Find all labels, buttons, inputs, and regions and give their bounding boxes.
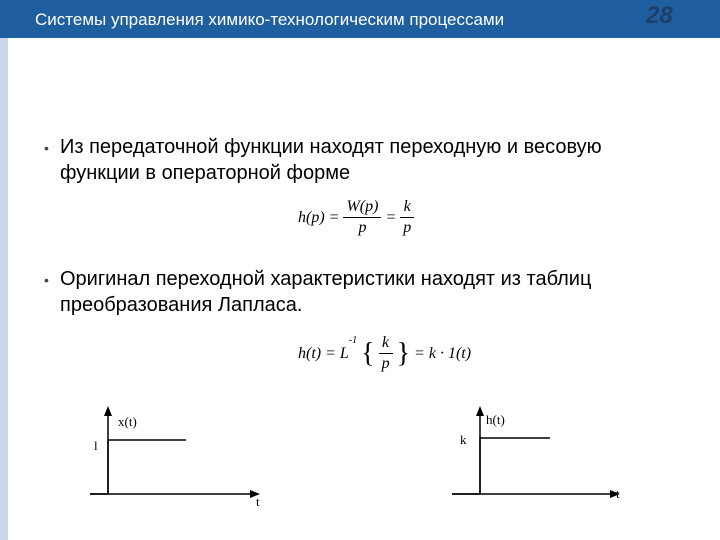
fraction-wp-over-p (343, 198, 381, 237)
bullet-text: Из передаточной функции находят переходную и весовую функции в операторной форме (60, 136, 602, 184)
step-response-line (452, 438, 550, 494)
fraction-k-over-p (400, 198, 414, 237)
fraction-numerator: W(p) (343, 198, 381, 218)
formula-rhs: = k · 1(t) (414, 344, 472, 362)
x-axis-label: t (256, 494, 260, 509)
step-response-graph (440, 402, 650, 512)
step-level-label: k (460, 432, 467, 447)
fraction-denominator: p (358, 219, 367, 236)
bullet-item-1 (44, 134, 644, 186)
formula-superscript: -1 (348, 335, 358, 347)
step-level-label: l (94, 438, 98, 453)
y-axis-arrow (104, 406, 112, 416)
slide-number: 28 (646, 2, 673, 29)
right-brace: } (396, 337, 411, 369)
equals-sign: = (385, 208, 397, 226)
fraction-numerator: k (400, 198, 414, 218)
left-brace: { (361, 337, 375, 369)
x-axis-label: t (616, 486, 620, 501)
y-axis-arrow (476, 406, 484, 416)
bullet-marker: • (44, 272, 49, 288)
step-signal-line (90, 440, 186, 494)
slide-title: Системы управления химико-технологическим процессами (35, 10, 505, 29)
slide-header (0, 0, 720, 38)
step-input-graph (80, 402, 280, 512)
left-accent-bar (0, 38, 8, 540)
bullet-text: Оригинал переходной характеристики находят из таблиц преобразования Лапласа. (60, 268, 592, 316)
formula-transfer (298, 198, 414, 237)
formula-inverse-laplace (298, 334, 471, 373)
fraction-numerator: k (379, 334, 393, 354)
bullet-marker: • (44, 140, 49, 156)
fraction-denominator: p (381, 355, 390, 372)
y-axis-label: h(t) (486, 412, 505, 427)
formula-lhs: h(p) = (298, 208, 340, 226)
fraction-k-over-p (379, 334, 393, 373)
fraction-denominator: p (403, 219, 412, 236)
formula-lhs: h(t) = L (298, 344, 349, 362)
bullet-item-2 (44, 266, 644, 318)
y-axis-label: x(t) (118, 414, 137, 429)
